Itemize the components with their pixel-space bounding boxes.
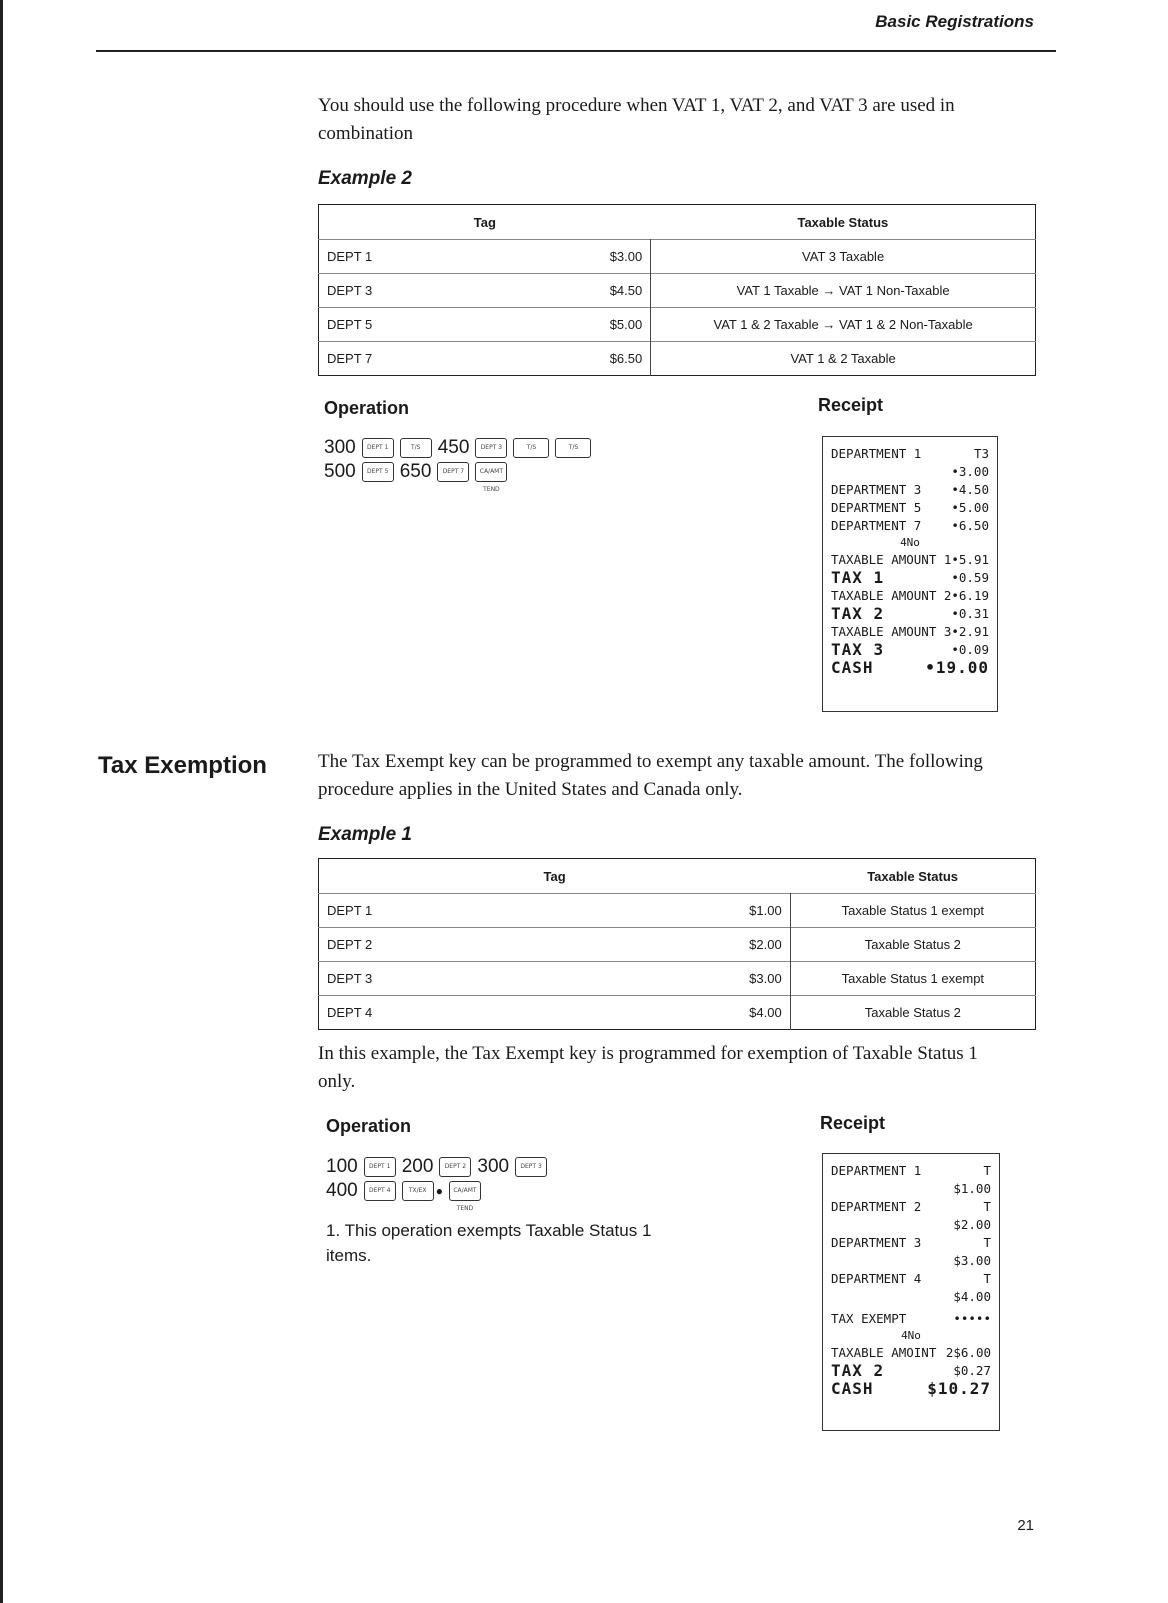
receipt-label: CASH xyxy=(831,658,874,677)
table-header-tag: Tag xyxy=(473,214,496,230)
table-row xyxy=(319,894,1036,928)
example1-operation xyxy=(326,1155,547,1212)
receipt-amount: •0.59 xyxy=(951,570,989,585)
dept7-key: DEPT 7 xyxy=(437,462,469,482)
cash-key: CA/AMT TEND xyxy=(449,1181,481,1201)
receipt-tag: T xyxy=(983,1199,991,1214)
receipt-tag: T xyxy=(983,1271,991,1286)
dept-cell: DEPT 1 xyxy=(319,894,582,928)
dept1-key: DEPT 1 xyxy=(364,1157,396,1177)
receipt-label: CASH xyxy=(831,1379,874,1398)
table-row xyxy=(319,274,1036,308)
status-cell: Taxable Status 2 xyxy=(790,996,1035,1030)
dept3-key: DEPT 3 xyxy=(515,1157,547,1177)
cash-key: CA/AMT TEND xyxy=(475,462,507,482)
receipt-label: DEPARTMENT 3 xyxy=(831,1235,922,1250)
dept-cell: DEPT 4 xyxy=(319,996,582,1030)
receipt-amount: ••••• xyxy=(953,1311,991,1326)
receipt-label: DEPARTMENT 1 xyxy=(831,446,922,461)
amount-cell: $4.00 xyxy=(581,996,790,1030)
header-rule xyxy=(96,50,1056,52)
receipt-label: TAX 3 xyxy=(831,640,885,659)
receipt-label: TAX 2 xyxy=(831,604,885,623)
receipt-label: DEPARTMENT 4 xyxy=(831,1271,922,1286)
table-row xyxy=(319,962,1036,996)
receipt-amount: •19.00 xyxy=(925,658,989,677)
amount-cell: $6.50 xyxy=(504,342,651,376)
table-header-status: Taxable Status xyxy=(797,214,889,230)
table-row xyxy=(319,308,1036,342)
example2-operation-heading: Operation xyxy=(324,398,410,418)
table-header-tag: Tag xyxy=(543,868,566,884)
receipt-label: TAX EXEMPT xyxy=(831,1311,907,1326)
receipt-amount: •0.09 xyxy=(951,642,989,657)
receipt-label: TAXABLE AMOUNT xyxy=(831,552,937,567)
table-row xyxy=(319,342,1036,376)
dept-cell: DEPT 7 xyxy=(319,342,504,376)
tax-exemption-heading: Tax Exemption xyxy=(98,752,267,779)
receipt-label: DEPARTMENT 2 xyxy=(831,1199,922,1214)
dept1-key: DEPT 1 xyxy=(362,438,394,458)
page-edge-line xyxy=(0,0,3,1603)
ts-key: T/S xyxy=(513,438,549,458)
ts-key: T/S xyxy=(400,438,432,458)
amount-cell: $2.00 xyxy=(581,928,790,962)
receipt-amount: •3.00 xyxy=(951,464,989,479)
example2-operation xyxy=(324,436,591,493)
dept-cell: DEPT 3 xyxy=(319,274,504,308)
receipt-label: DEPARTMENT 1 xyxy=(831,1163,922,1178)
table-header-status: Taxable Status xyxy=(867,868,958,884)
dept-cell: DEPT 1 xyxy=(319,240,504,274)
dept4-key: DEPT 4 xyxy=(364,1181,396,1201)
status-cell: VAT 1 Taxable → VAT 1 Non-Taxable xyxy=(651,274,1036,308)
receipt-tag: T xyxy=(983,1235,991,1250)
example1-receipt xyxy=(822,1153,1000,1431)
receipt-amount: $3.00 xyxy=(953,1253,991,1268)
ts-key: T/S xyxy=(555,438,591,458)
entry-number: 400 xyxy=(326,1180,358,1201)
entry-number: 650 xyxy=(399,461,432,482)
receipt-tag: T3 xyxy=(973,446,989,461)
example1-title: Example 1 xyxy=(318,824,412,845)
receipt-label: TAXABLE AMOINT xyxy=(831,1345,937,1360)
example1-operation-heading: Operation xyxy=(326,1116,412,1136)
receipt-amount: 3•2.91 xyxy=(943,624,989,639)
amount-cell: $3.00 xyxy=(581,962,790,996)
receipt-amount: $0.27 xyxy=(953,1363,991,1378)
receipt-count: 4No xyxy=(901,1329,921,1342)
table-row xyxy=(319,996,1036,1030)
amount-cell: $1.00 xyxy=(581,894,790,928)
receipt-label: DEPARTMENT 7 xyxy=(831,518,922,533)
status-cell: VAT 3 Taxable xyxy=(651,240,1036,274)
header-title: Basic Registrations xyxy=(875,12,1034,31)
tax-exempt-key: TX/EX xyxy=(402,1181,434,1201)
tax-exemption-paragraph: The Tax Exempt key can be programmed to exempt any taxable amount. The following procedure applies in the United States and Canada only. xyxy=(318,751,983,800)
table-row xyxy=(319,240,1036,274)
dept-cell: DEPT 5 xyxy=(319,308,504,342)
intro-paragraph: You should use the following procedure when VAT 1, VAT 2, and VAT 3 are used in combination xyxy=(318,95,955,144)
receipt-tag: T xyxy=(983,1163,991,1178)
example1-receipt-heading: Receipt xyxy=(820,1113,886,1133)
operation-note xyxy=(326,1218,686,1268)
status-cell: Taxable Status 1 exempt xyxy=(790,962,1035,996)
status-cell: VAT 1 & 2 Taxable → VAT 1 & 2 Non-Taxable xyxy=(651,308,1036,342)
dept5-key: DEPT 5 xyxy=(362,462,394,482)
dept-cell: DEPT 2 xyxy=(319,928,582,962)
note-text: This operation exempts Taxable Status 1 items. xyxy=(326,1221,652,1265)
amount-cell: $5.00 xyxy=(504,308,651,342)
entry-number: 300 xyxy=(324,437,356,458)
entry-number: 100 xyxy=(326,1156,358,1177)
page-number: 21 xyxy=(1017,1517,1034,1534)
receipt-amount: •5.00 xyxy=(951,500,989,515)
receipt-amount: •0.31 xyxy=(951,606,989,621)
receipt-amount: 2•6.19 xyxy=(943,588,989,603)
receipt-label: DEPARTMENT 3 xyxy=(831,482,922,497)
table-row xyxy=(319,928,1036,962)
receipt-amount: 2$6.00 xyxy=(945,1345,991,1360)
status-cell: VAT 1 & 2 Taxable xyxy=(651,342,1036,376)
receipt-amount: $4.00 xyxy=(953,1289,991,1304)
receipt-label: TAXABLE AMOUNT xyxy=(831,588,937,603)
example2-title: Example 2 xyxy=(318,168,412,189)
receipt-amount: $10.27 xyxy=(927,1379,991,1398)
entry-number: 300 xyxy=(477,1156,510,1177)
example2-receipt xyxy=(822,436,998,712)
note-number: 1. xyxy=(326,1221,341,1240)
amount-cell: $4.50 xyxy=(504,274,651,308)
footnote-marker-icon: ● xyxy=(435,1184,443,1198)
receipt-amount: •6.50 xyxy=(951,518,989,533)
entry-number: 500 xyxy=(324,461,356,482)
dept-cell: DEPT 3 xyxy=(319,962,582,996)
receipt-count: 4No xyxy=(900,536,920,549)
receipt-label: TAXABLE AMOUNT xyxy=(831,624,937,639)
amount-cell: $3.00 xyxy=(504,240,651,274)
receipt-amount: 1•5.91 xyxy=(943,552,989,567)
entry-number: 450 xyxy=(437,437,470,458)
dept3-key: DEPT 3 xyxy=(475,438,507,458)
status-cell: Taxable Status 2 xyxy=(790,928,1035,962)
receipt-amount: •4.50 xyxy=(951,482,989,497)
example2-receipt-heading: Receipt xyxy=(818,395,884,415)
example1-table xyxy=(318,858,1036,1030)
receipt-label: TAX 2 xyxy=(831,1361,885,1380)
example2-table xyxy=(318,204,1036,376)
status-cell: Taxable Status 1 exempt xyxy=(790,894,1035,928)
dept2-key: DEPT 2 xyxy=(439,1157,471,1177)
receipt-label: DEPARTMENT 5 xyxy=(831,500,922,515)
receipt-amount: $1.00 xyxy=(953,1181,991,1196)
receipt-amount: $2.00 xyxy=(953,1217,991,1232)
receipt-label: TAX 1 xyxy=(831,568,885,587)
entry-number: 200 xyxy=(401,1156,434,1177)
tax-exemption-explain: In this example, the Tax Exempt key is programmed for exemption of Taxable Status 1 only. xyxy=(318,1043,978,1092)
